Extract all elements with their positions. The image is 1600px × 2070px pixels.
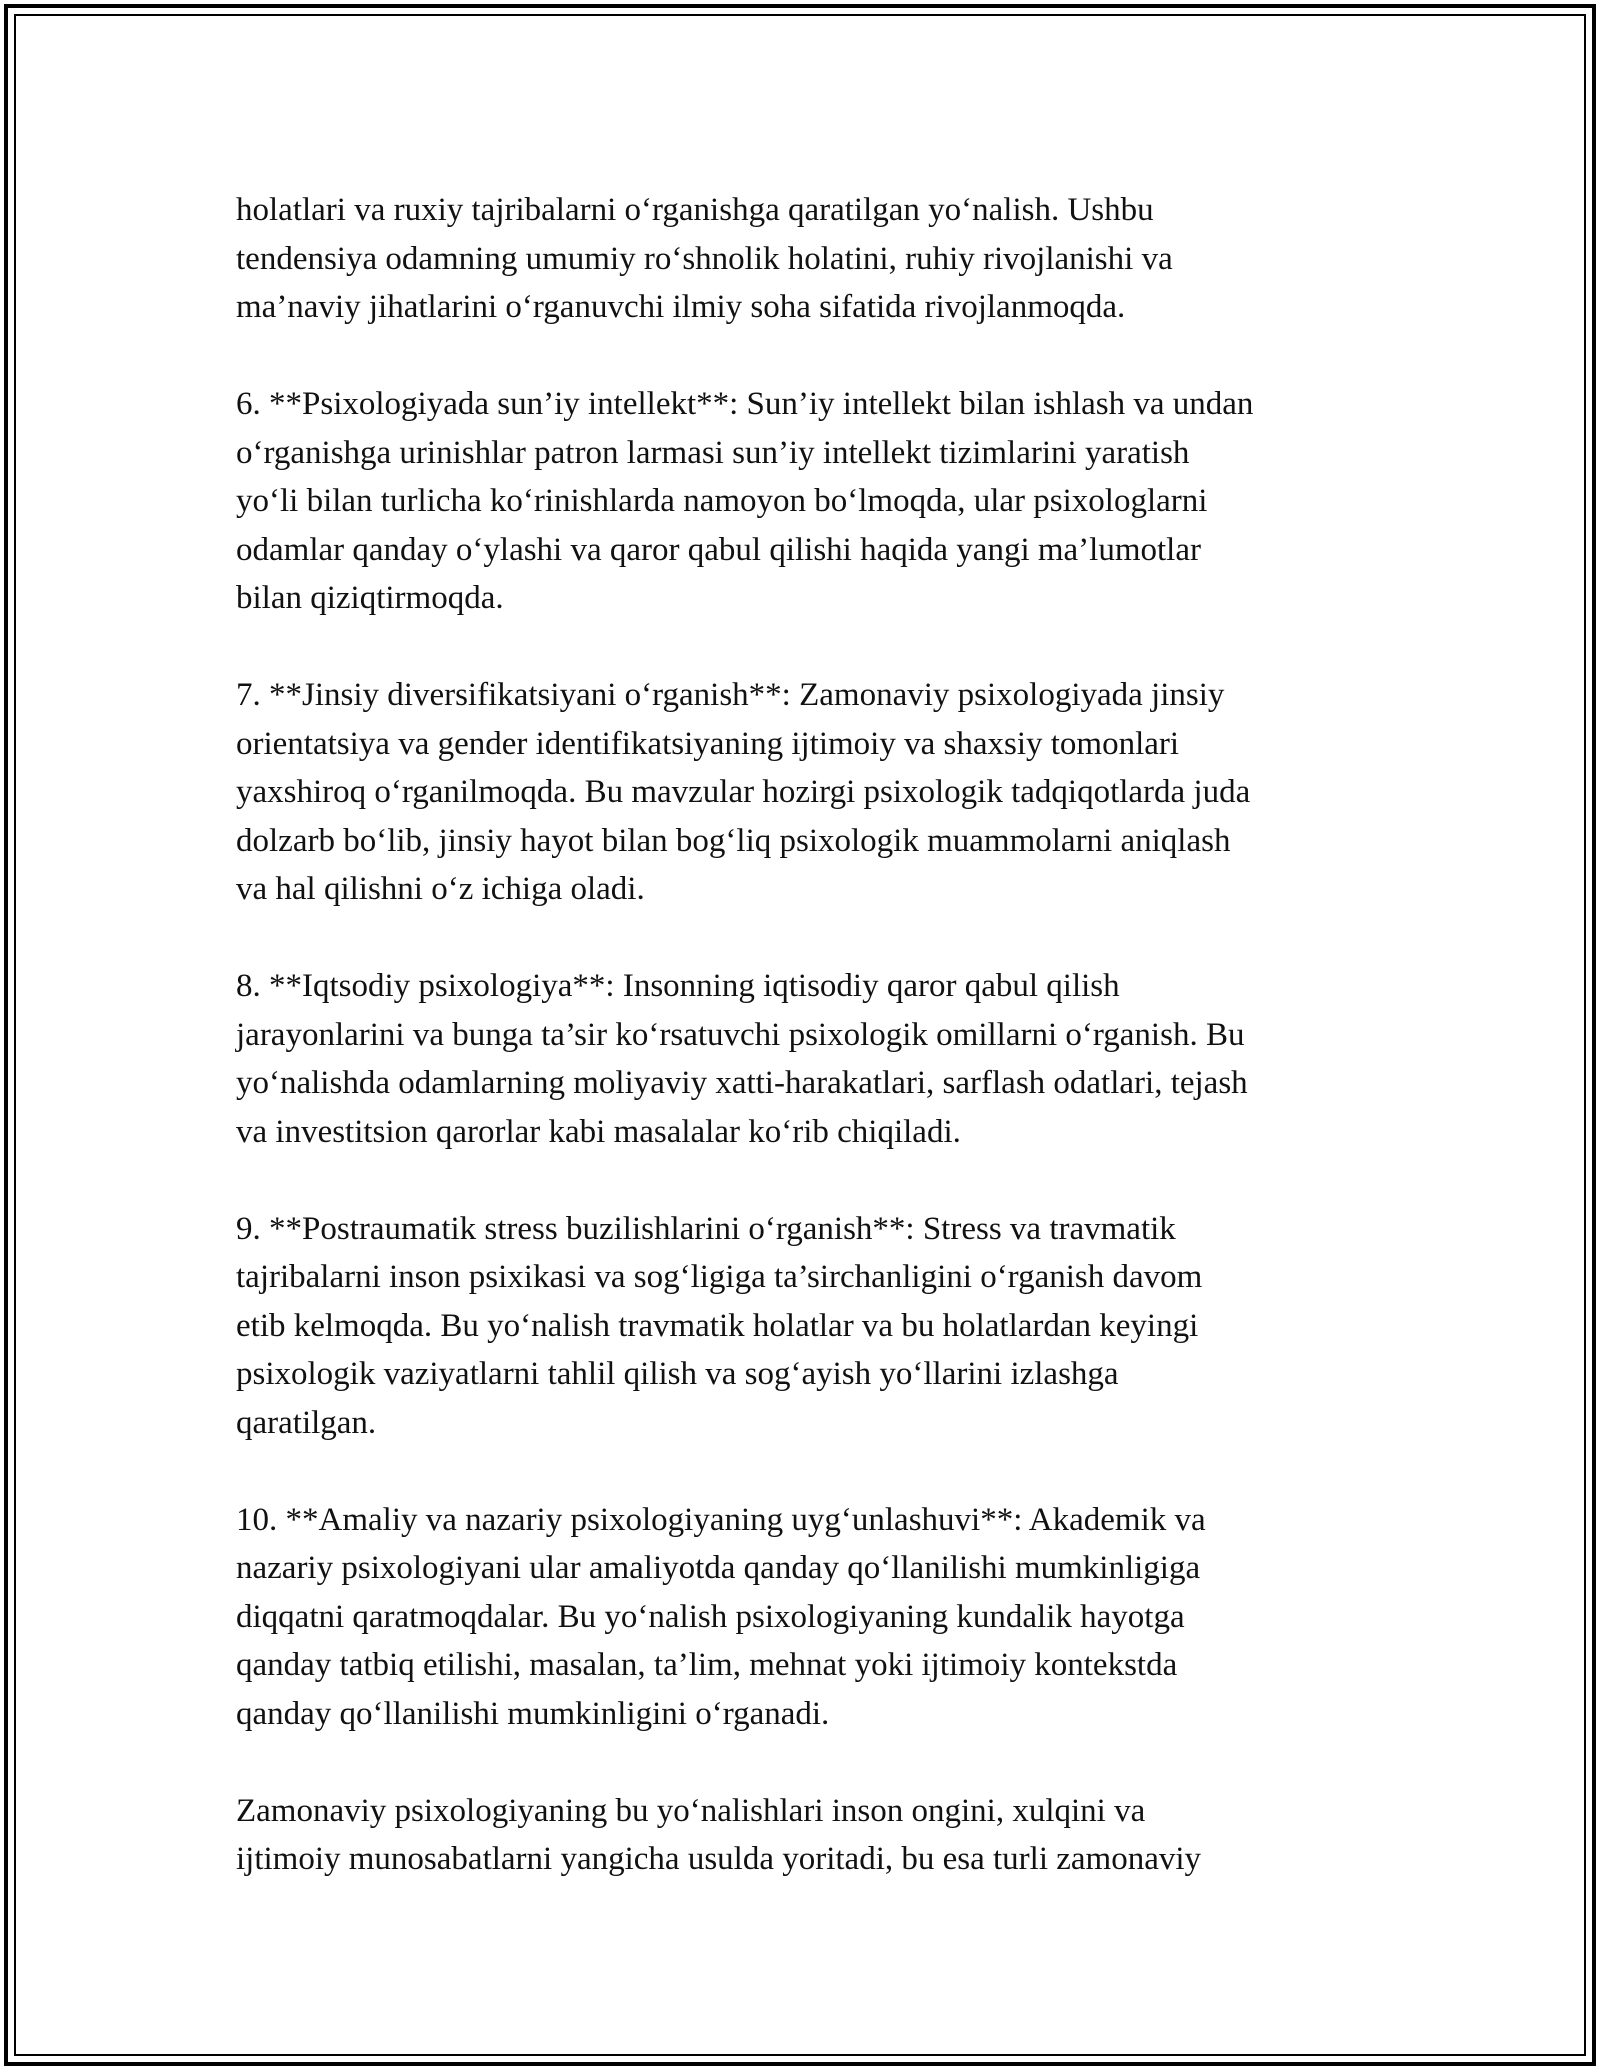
paragraph-item-8: 8. **Iqtsodiy psixologiya**: Insonning iqtisodiy qaror qabul qilish jarayonlarini va bunga ta’sir ko‘rsatuvchi psixologik omillarni o‘rganish. Bu yo‘nalishda odamlarning moliyaviy xatti-harakatlari, sarflash odatlari, tejash va investitsion qarorlar kabi masalalar ko‘rib chiqiladi. (236, 968, 1248, 1150)
paragraph-intro-continuation: holatlari va ruxiy tajribalarni o‘rganishga qaratilgan yo‘nalish. Ushbu tendensiya odamning umumiy ro‘shnolik holatini, ruhiy rivojlanishi va ma’naviy jihatlarini o‘rganuvchi ilmiy soha sifatida rivojlanmoqda. (236, 192, 1173, 325)
paragraph-item-10: 10. **Amaliy va nazariy psixologiyaning uyg‘unlashuvi**: Akademik va nazariy psixologiyani ular amaliyotda qanday qo‘llanilishi mumkinligiga diqqatni qaratmoqdalar. Bu yo‘nalish psixologiyaning kundalik hayotga qanday tatbiq etilishi, masalan, ta’lim, mehnat yoki ijtimoiy kontekstda qanday qo‘llanilishi mumkinligini o‘rganadi. (236, 1501, 1206, 1732)
document-body (236, 186, 1386, 1884)
paragraph-item-7: 7. **Jinsiy diversifikatsiyani o‘rganish**: Zamonaviy psixologiyada jinsiy orientatsiya va gender identifikatsiyaning ijtimoiy va shaxsiy tomonlari yaxshiroq o‘rganilmoqda. Bu mavzular hozirgi psixologik tadqiqotlarda juda dolzarb bo‘lib, jinsiy hayot bilan bog‘liq psixologik muammolarni aniqlash va hal qilishni o‘z ichiga oladi. (236, 677, 1251, 907)
paragraph-item-6: 6. **Psixologiyada sun’iy intellekt**: Sun’iy intellekt bilan ishlash va undan o‘rganishga urinishlar patron larmasi sun’iy intellekt tizimlarini yaratish yo‘li bilan turlicha ko‘rinishlarda namoyon bo‘lmoqda, ular psixologlarni odamlar qanday o‘ylashi va qaror qabul qilishi haqida yangi ma’lumotlar bilan qiziqtirmoqda. (236, 386, 1254, 616)
paragraph-conclusion: Zamonaviy psixologiyaning bu yo‘nalishlari inson ongini, xulqini va ijtimoiy munosabatlarni yangicha usulda yoritadi, bu esa turli zamonaviy (236, 1792, 1202, 1877)
paragraph-item-9: 9. **Postraumatik stress buzilishlarini o‘rganish**: Stress va travmatik tajribalarni inson psixikasi va sog‘ligiga ta’sirchanligini o‘rganish davom etib kelmoqda. Bu yo‘nalish travmatik holatlar va bu holatlardan keyingi psixologik vaziyatlarni tahlil qilish va sog‘ayish yo‘llarini izlashga qaratilgan. (236, 1210, 1203, 1441)
